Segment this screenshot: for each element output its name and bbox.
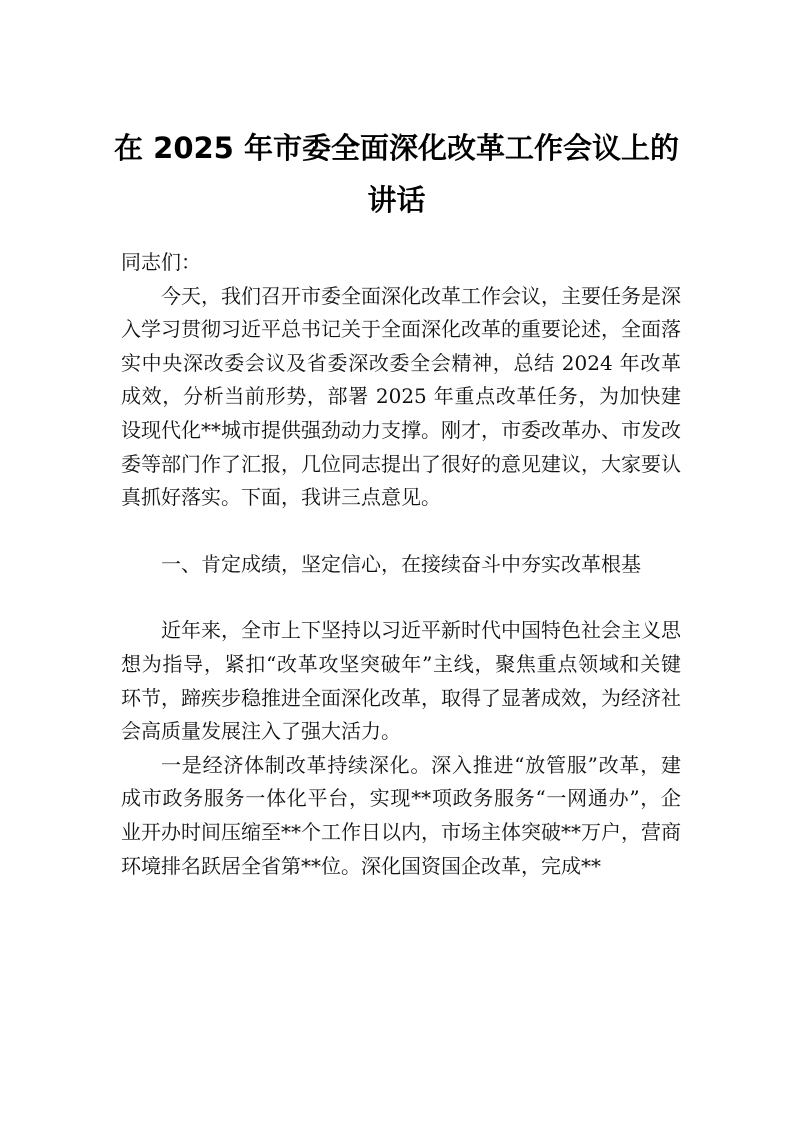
salutation: 同志们： bbox=[121, 250, 201, 274]
section-1-paragraph-1: 近年来，全市上下坚持以习近平新时代中国特色社会主义思想为指导，紧扣“改革攻坚突破年”主线，聚焦重点领域和关键环节，蹄疾步稳推进全面深化改革，取得了显著成效，为经济社会高质量发展注入了强大活力。 bbox=[121, 618, 681, 744]
title-line-2: 讲话 bbox=[367, 183, 426, 217]
section-heading-1: 一、肯定成绩，坚定信心，在接续奋斗中夯实改革根基 bbox=[161, 551, 641, 576]
section-1-paragraph-2: 一是经济体制改革持续深化。深入推进“放管服”改革，建成市政务服务一体化平台，实现**项政务服务“一网通办”，企业开办时间压缩至**个工作日以内，市场主体突破**万户，营商环境排名跃居全省第**位。深化国资国企改革，完成** bbox=[121, 752, 681, 878]
document-body bbox=[121, 246, 681, 883]
intro-paragraph: 今天，我们召开市委全面深化改革工作会议，主要任务是深入学习贯彻习近平总书记关于全面深化改革的重要论述，全面落实中央深改委会议及省委深改委全会精神，总结 2024 年改革成效，分析当前形势，部署 2025 年重点改革任务，为加快建设现代化**城市提供强劲动力支撑。刚才，市委改革办、市发改委等部门作了汇报，几位同志提出了很好的意见建议，大家要认真抓好落实。下面，我讲三点意见。 bbox=[121, 283, 681, 510]
document-title bbox=[100, 122, 693, 226]
title-line-1: 在 2025 年市委全面深化改革工作会议上的 bbox=[114, 131, 679, 165]
